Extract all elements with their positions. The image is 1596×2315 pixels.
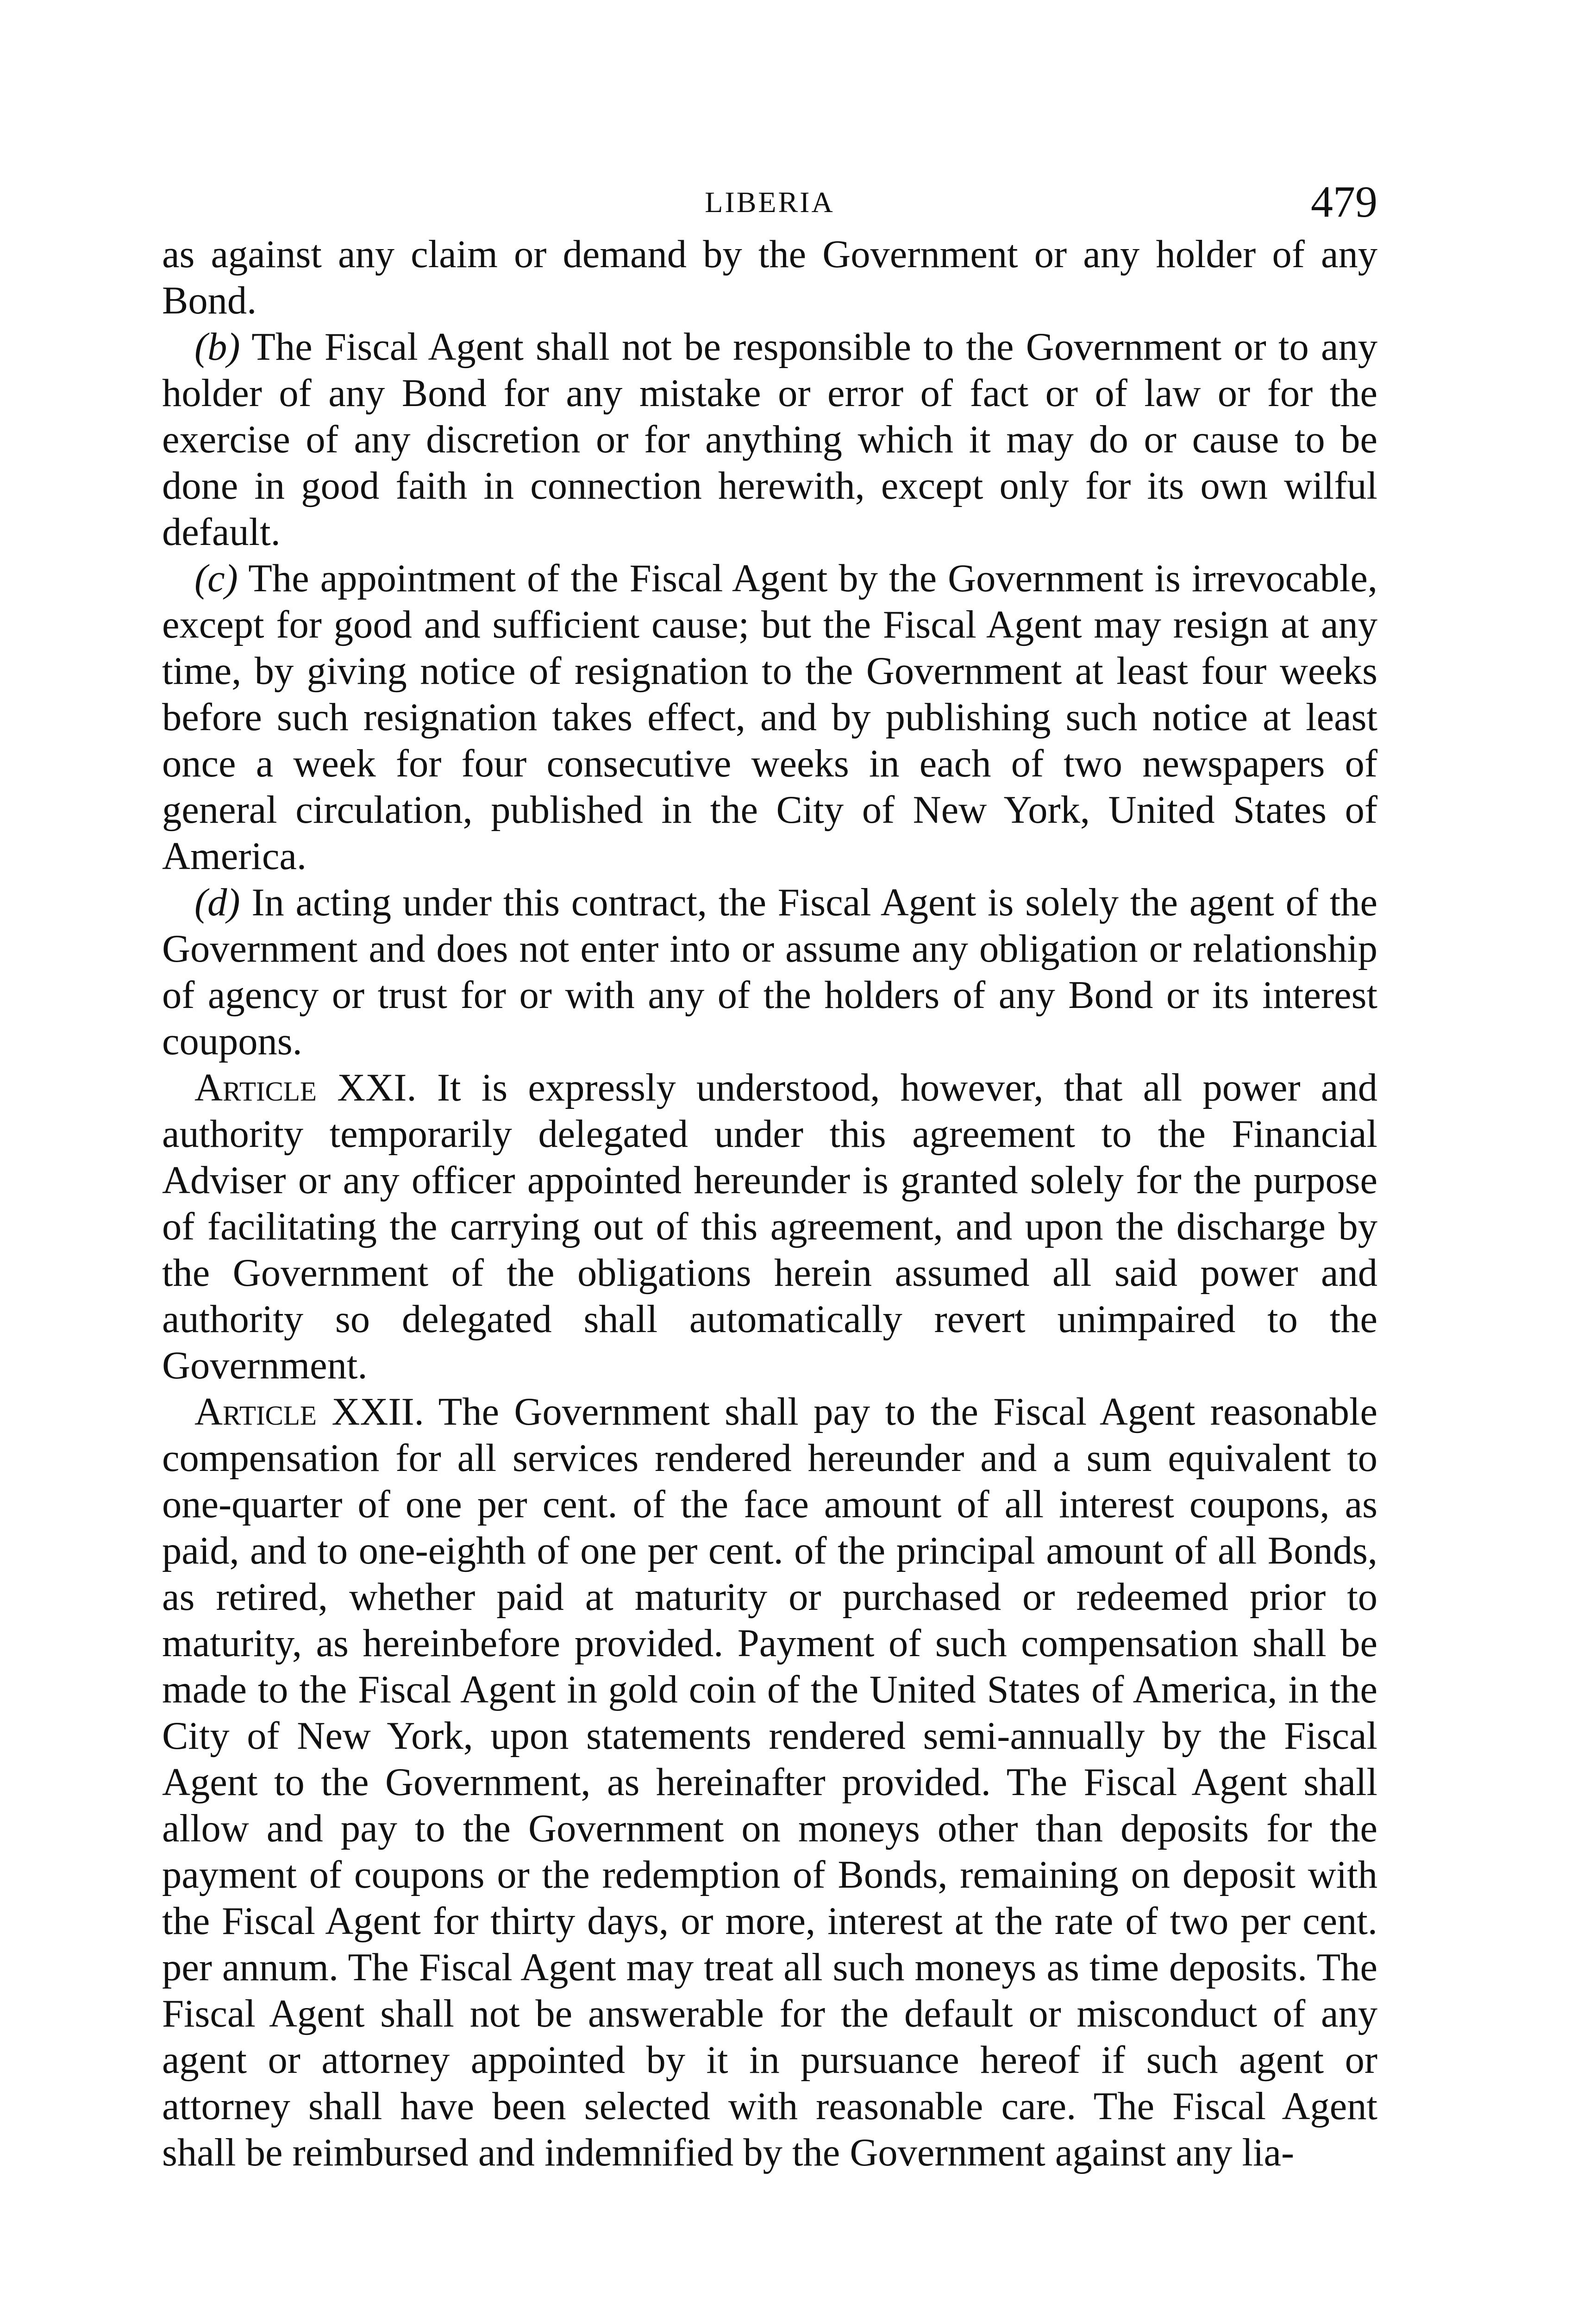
- article-xxii: [162, 1389, 1377, 2176]
- running-head: LIBERIA: [705, 186, 835, 219]
- paragraph-lead: (c): [194, 557, 238, 600]
- paragraph-text: The Fiscal Agent shall not be responsible to the Government or to any holder of any Bond for any mistake or error of fact or of law or for the exercise of any discretion or for anything which it may do or cause to be done in good faith in connection herewith, except only for its own wilful default.: [162, 325, 1377, 554]
- body-text: [162, 232, 1377, 2176]
- article-heading: Article XXII.: [194, 1390, 424, 1433]
- paragraph-text: In acting under this contract, the Fiscal Agent is solely the agent of the Government and does not enter into or assume any obligation or relationship of agency or trust for or with any of the holders of any Bond or its interest coupons.: [162, 881, 1377, 1063]
- paragraph-lead: (b): [194, 325, 240, 369]
- paragraph-continuation: [162, 232, 1377, 324]
- paragraph-b: [162, 324, 1377, 556]
- paragraph-text: as against any claim or demand by the Government or any holder of any Bond.: [162, 233, 1377, 322]
- paragraph-text: It is expressly understood, however, that all power and authority temporarily delegated under this agreement to the Financial Adviser or any officer appointed hereunder is granted solely for the purpose of facilitating the carrying out of this agreement, and upon the discharge by the Government of the obligations herein assumed all said power and authority so delegated shall automatically revert unimpaired to the Government.: [162, 1066, 1377, 1387]
- paragraph-d: [162, 880, 1377, 1065]
- article-heading: Article XXI.: [194, 1066, 417, 1109]
- paragraph-c: [162, 556, 1377, 880]
- document-page: [162, 176, 1377, 2176]
- paragraph-text: The Government shall pay to the Fiscal Agent reasonable compensation for all services rendered hereunder and a sum equivalent to one-quarter of one per cent. of the face amount of all interest coupons, as paid, and to one-eighth of one per cent. of the principal amount of all Bonds, as retired, whether paid at maturity or purchased or redeemed prior to maturity, as hereinbefore provided. Payment of such compensation shall be made to the Fiscal Agent in gold coin of the United States of America, in the City of New York, upon statements rendered semi-annually by the Fiscal Agent to the Government, as hereinafter provided. The Fiscal Agent shall allow and pay to the Government on moneys other than deposits for the payment of coupons or the redemption of Bonds, remaining on deposit with the Fiscal Agent for thirty days, or more, interest at the rate of two per cent. per annum. The Fiscal Agent may treat all such moneys as time deposits. The Fiscal Agent shall not be answerable for the default or misconduct of any agent or attorney appointed by it in pursuance hereof if such agent or attorney shall have been selected with reasonable care. The Fiscal Agent shall be reimbursed and indemnified by the Government against any lia-: [162, 1390, 1378, 2174]
- article-xxi: [162, 1065, 1377, 1389]
- paragraph-lead: (d): [194, 881, 240, 924]
- page-header: [162, 176, 1377, 232]
- paragraph-text: The appointment of the Fiscal Agent by the Government is irrevocable, except for good and sufficient cause; but the Fiscal Agent may resign at any time, by giving notice of resignation to the Government at least four weeks before such resignation takes effect, and by publishing such notice at least once a week for four consecutive weeks in each of two newspapers of general circulation, published in the City of New York, United States of America.: [162, 557, 1377, 878]
- page-number: 479: [1311, 177, 1377, 226]
